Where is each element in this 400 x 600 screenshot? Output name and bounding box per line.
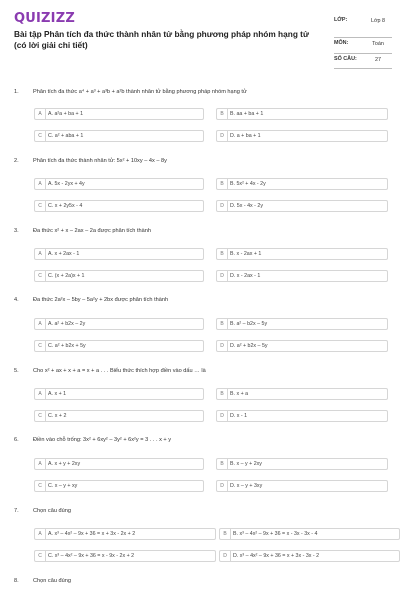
option-letter: D: [217, 481, 228, 491]
meta-count-key: SỐ CÂU:: [334, 56, 357, 62]
option-4b[interactable]: [216, 318, 388, 330]
option-text: D. x - 1: [230, 413, 248, 419]
question-text: Chọn câu đúng: [33, 578, 71, 584]
option-letter: C: [35, 131, 46, 141]
option-7d[interactable]: [219, 550, 400, 562]
option-7b[interactable]: [219, 528, 400, 540]
worksheet-header: [0, 0, 400, 72]
option-text: D. x³ – 4x² – 9x + 36 = x + 3x - 3x - 2: [233, 553, 320, 559]
option-letter: C: [35, 341, 46, 351]
question-number: 3.: [14, 228, 19, 234]
option-letter: D: [217, 131, 228, 141]
question-number: 8.: [14, 578, 19, 584]
option-text: A. x + 1: [48, 391, 67, 397]
meta-grade-row: [334, 15, 392, 38]
option-2a[interactable]: [34, 178, 204, 190]
question-number: 1.: [14, 89, 19, 95]
option-text: A. 5x - 2yx + 4y: [48, 181, 85, 187]
option-1c[interactable]: [34, 130, 204, 142]
question-text: Chọn câu đúng: [33, 508, 71, 514]
question-2: [14, 158, 400, 168]
option-text: C. x + 2: [48, 413, 67, 419]
option-letter: C: [35, 551, 46, 561]
meta-count-value: 27: [375, 57, 381, 63]
worksheet-title: Bài tập Phân tích đa thức thành nhân tử bằng phương pháp nhóm hạng tử (có lời giải chi tiết): [14, 29, 309, 50]
option-letter: B: [217, 319, 228, 329]
meta-subject-row: [334, 38, 392, 54]
meta-box: [334, 15, 392, 69]
question-text: Điền vào chỗ trống: 3x² + 6xy² – 3y² + 6x²y = 3 . . . x + y: [33, 437, 172, 443]
option-letter: A: [35, 109, 46, 119]
option-text: D. 5x - 4x - 2y: [230, 203, 263, 209]
question-7: [14, 508, 400, 518]
option-3a[interactable]: [34, 248, 204, 260]
option-text: D. x - 2ax - 1: [230, 273, 261, 279]
option-7a[interactable]: [34, 528, 216, 540]
question-text: Phân tích đa thức thành nhân tử: 5x² + 10xy – 4x – 8y: [33, 158, 167, 164]
option-letter: B: [217, 179, 228, 189]
option-text: C. x + 2y5x - 4: [48, 203, 83, 209]
option-letter: A: [35, 319, 46, 329]
question-text: Phân tích đa thức a⁴ + a³ + a³b + a²b thành nhân tử bằng phương pháp nhóm hạng tử: [33, 89, 247, 95]
option-text: A. a²a + ba + 1: [48, 111, 84, 117]
option-letter: D: [217, 201, 228, 211]
option-5a[interactable]: [34, 388, 204, 400]
question-text: Cho x² + ax + x + a = x + a . . . Biểu thức thích hợp điền vào dấu … là: [33, 368, 206, 374]
meta-grade-value: Lớp 8: [370, 18, 386, 24]
option-letter: A: [35, 179, 46, 189]
quizizz-logo: QUIZIZZ: [14, 11, 75, 26]
meta-subject-value: Toán: [372, 41, 384, 47]
option-text: C. (x + 2a)x + 1: [48, 273, 85, 279]
option-1d[interactable]: [216, 130, 388, 142]
option-6d[interactable]: [216, 480, 388, 492]
option-text: C. x – y + xy: [48, 483, 78, 489]
option-4d[interactable]: [216, 340, 388, 352]
option-text: A. x + 2ax - 1: [48, 251, 80, 257]
question-number: 4.: [14, 297, 19, 303]
option-2c[interactable]: [34, 200, 204, 212]
option-text: B. aa + ba + 1: [230, 111, 264, 117]
option-letter: D: [217, 341, 228, 351]
option-5c[interactable]: [34, 410, 204, 422]
question-6: [14, 437, 400, 447]
option-letter: C: [35, 201, 46, 211]
option-text: B. x + a: [230, 391, 249, 397]
option-text: B. 5x² + 4x - 2y: [230, 181, 266, 187]
question-1: [14, 89, 400, 99]
option-letter: B: [217, 109, 228, 119]
option-letter: A: [35, 459, 46, 469]
option-letter: B: [217, 389, 228, 399]
option-4c[interactable]: [34, 340, 204, 352]
option-6b[interactable]: [216, 458, 388, 470]
option-letter: D: [220, 551, 231, 561]
option-text: D. a + ba + 1: [230, 133, 261, 139]
option-letter: A: [35, 249, 46, 259]
option-4a[interactable]: [34, 318, 204, 330]
option-text: B. a² – b2x – 5y: [230, 321, 268, 327]
question-3: [14, 228, 400, 238]
option-letter: B: [217, 459, 228, 469]
option-1a[interactable]: [34, 108, 204, 120]
meta-count-row: [334, 54, 392, 69]
option-letter: A: [35, 389, 46, 399]
option-text: B. x - 2ax + 1: [230, 251, 262, 257]
option-1b[interactable]: [216, 108, 388, 120]
question-5: [14, 368, 400, 378]
option-letter: A: [35, 529, 46, 539]
option-text: D. x – y + 3xy: [230, 483, 263, 489]
question-text: Đa thức x² + x – 2ax – 2a được phân tích thành: [33, 228, 151, 234]
option-text: B. x – y + 2xy: [230, 461, 262, 467]
option-letter: C: [35, 481, 46, 491]
option-text: A. x³ – 4x² – 9x + 36 = x + 3x - 2x + 2: [48, 531, 136, 537]
option-text: D. a² + b2x – 5y: [230, 343, 268, 349]
option-5b[interactable]: [216, 388, 388, 400]
option-2d[interactable]: [216, 200, 388, 212]
option-2b[interactable]: [216, 178, 388, 190]
option-text: C. a² + b2x + 5y: [48, 343, 86, 349]
option-text: C. a² + aba + 1: [48, 133, 84, 139]
question-text: Đa thức 2a²x – 5by – 5a²y + 2bx được phân tích thành: [33, 297, 169, 303]
question-4: [14, 297, 400, 307]
option-3d[interactable]: [216, 270, 388, 282]
option-letter: B: [220, 529, 231, 539]
option-text: A. a² + b2x – 2y: [48, 321, 86, 327]
option-letter: D: [217, 411, 228, 421]
option-letter: C: [35, 411, 46, 421]
option-7c[interactable]: [34, 550, 216, 562]
option-5d[interactable]: [216, 410, 388, 422]
option-3b[interactable]: [216, 248, 388, 260]
option-letter: C: [35, 271, 46, 281]
option-letter: D: [217, 271, 228, 281]
meta-grade-key: LỚP:: [334, 17, 348, 23]
option-3c[interactable]: [34, 270, 204, 282]
option-letter: B: [217, 249, 228, 259]
option-text: C. x³ – 4x² – 9x + 36 = x - 9x - 2x + 2: [48, 553, 135, 559]
option-6c[interactable]: [34, 480, 204, 492]
meta-subject-key: MÔN:: [334, 40, 349, 46]
question-number: 2.: [14, 158, 19, 164]
question-number: 6.: [14, 437, 19, 443]
option-6a[interactable]: [34, 458, 204, 470]
question-number: 5.: [14, 368, 19, 374]
question-number: 7.: [14, 508, 19, 514]
option-text: B. x³ – 4x² – 9x + 36 = x - 3x - 3x - 4: [233, 531, 318, 537]
question-8: [14, 578, 400, 588]
option-text: A. x + y + 2xy: [48, 461, 81, 467]
